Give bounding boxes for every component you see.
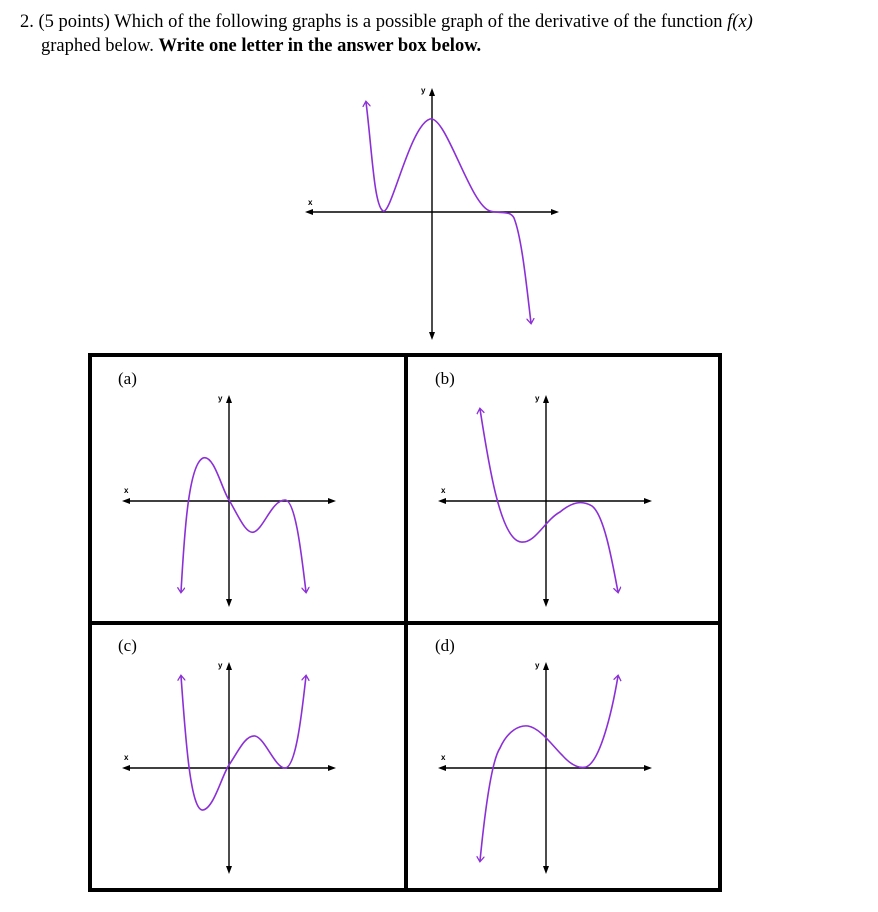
main-x-arrow-right [551, 209, 559, 215]
option-a-label: (a) [118, 369, 137, 388]
option-b-y-arrow-up [543, 395, 549, 403]
option-d[interactable] [435, 636, 652, 874]
option-a-x-arrow-left [122, 498, 130, 504]
question-number: 2. [20, 12, 34, 32]
main-y-arrow-down [429, 332, 435, 340]
option-c-x-label: x [124, 753, 129, 762]
question-prompt-end: graphed below. [41, 36, 154, 56]
option-c-x-arrow-left [122, 765, 130, 771]
option-c-y-label: y [218, 661, 223, 670]
option-b-label: (b) [435, 369, 455, 388]
option-d-x-arrow-right [644, 765, 652, 771]
main-x-label: x [308, 198, 313, 207]
main-x-arrow-left [305, 209, 313, 215]
option-c-x-arrow-right [328, 765, 336, 771]
option-a-curve [181, 458, 306, 592]
option-a-x-label: x [124, 486, 129, 495]
option-d-x-label: x [441, 753, 446, 762]
option-d-y-label: y [535, 661, 540, 670]
option-c[interactable] [118, 636, 336, 874]
option-a-y-arrow-down [226, 599, 232, 607]
main-graph [305, 86, 559, 340]
option-a-y-label: y [218, 394, 223, 403]
option-b-x-arrow-left [438, 498, 446, 504]
option-b[interactable] [435, 369, 652, 607]
option-b-y-label: y [535, 394, 540, 403]
question-points: (5 points) [38, 12, 110, 32]
option-a[interactable] [118, 369, 336, 607]
option-b-x-label: x [441, 486, 446, 495]
option-d-x-arrow-left [438, 765, 446, 771]
options-grid [90, 355, 720, 890]
option-b-y-arrow-down [543, 599, 549, 607]
option-a-y-arrow-up [226, 395, 232, 403]
option-b-x-arrow-right [644, 498, 652, 504]
option-a-x-arrow-right [328, 498, 336, 504]
option-d-y-arrow-down [543, 866, 549, 874]
main-y-arrow-up [429, 88, 435, 96]
function-name: f(x) [727, 12, 753, 32]
question-instruction: Write one letter in the answer box below. [158, 36, 482, 56]
option-d-y-arrow-up [543, 662, 549, 670]
option-c-y-arrow-down [226, 866, 232, 874]
option-c-y-arrow-up [226, 662, 232, 670]
option-c-label: (c) [118, 636, 137, 655]
main-y-label: y [421, 86, 426, 95]
option-d-label: (d) [435, 636, 455, 655]
question-prompt: Which of the following graphs is a possible graph of the derivative of the function [114, 12, 723, 32]
option-c-curve [181, 676, 306, 810]
